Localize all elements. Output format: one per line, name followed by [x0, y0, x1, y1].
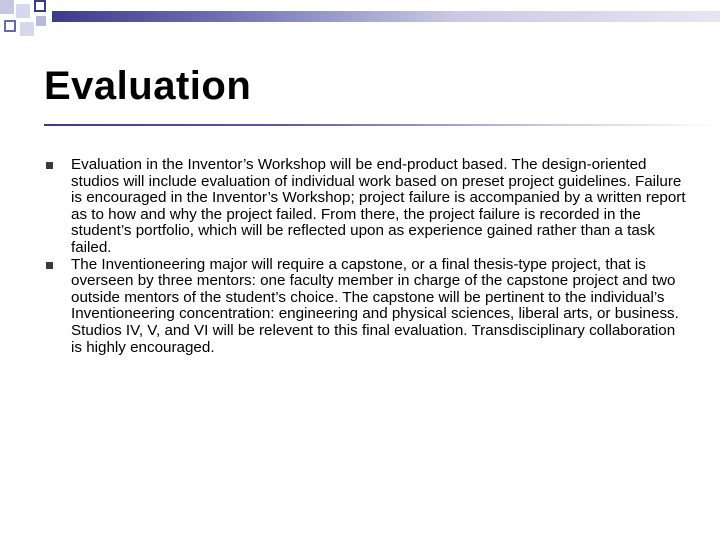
bullet-item [46, 257, 686, 357]
square-bullet-icon [46, 162, 53, 169]
deco-square [36, 16, 46, 26]
header-decoration [0, 0, 720, 48]
bullet-item [46, 157, 686, 257]
deco-square [16, 4, 30, 18]
title-underline [44, 124, 720, 126]
bullet-text: The Inventioneering major will require a capstone, or a final thesis-type project, that is overseen by three mentors: one faculty member in charge of the capstone project and two outside mentors of the student’s choice. The capstone will be pertinent to the individual’s Inventioneering concentration: engineering and physical sciences, liberal arts, or business. Studios IV, V, and VI will be relevent to this final evaluation. Transdisciplinary collaboration is highly encouraged. [71, 255, 679, 356]
deco-square [34, 0, 46, 12]
square-bullet-icon [46, 262, 53, 269]
slide-title: Evaluation [44, 64, 252, 108]
bullet-list [46, 157, 686, 356]
deco-square [0, 0, 14, 14]
deco-square [4, 20, 16, 32]
bullet-text: Evaluation in the Inventor’s Workshop will be end-product based. The design-oriented studios will include evaluation of individual work based on preset project guidelines. Failure is encouraged in the Inventor’s Workshop; project failure is accompanied by a written report as to how and why the project failed. From there, the project failure is recorded in the student’s portfolio, which will be reflected upon as experience gained rather than a task failed. [71, 156, 686, 256]
deco-band [52, 11, 720, 22]
deco-square [20, 22, 34, 36]
